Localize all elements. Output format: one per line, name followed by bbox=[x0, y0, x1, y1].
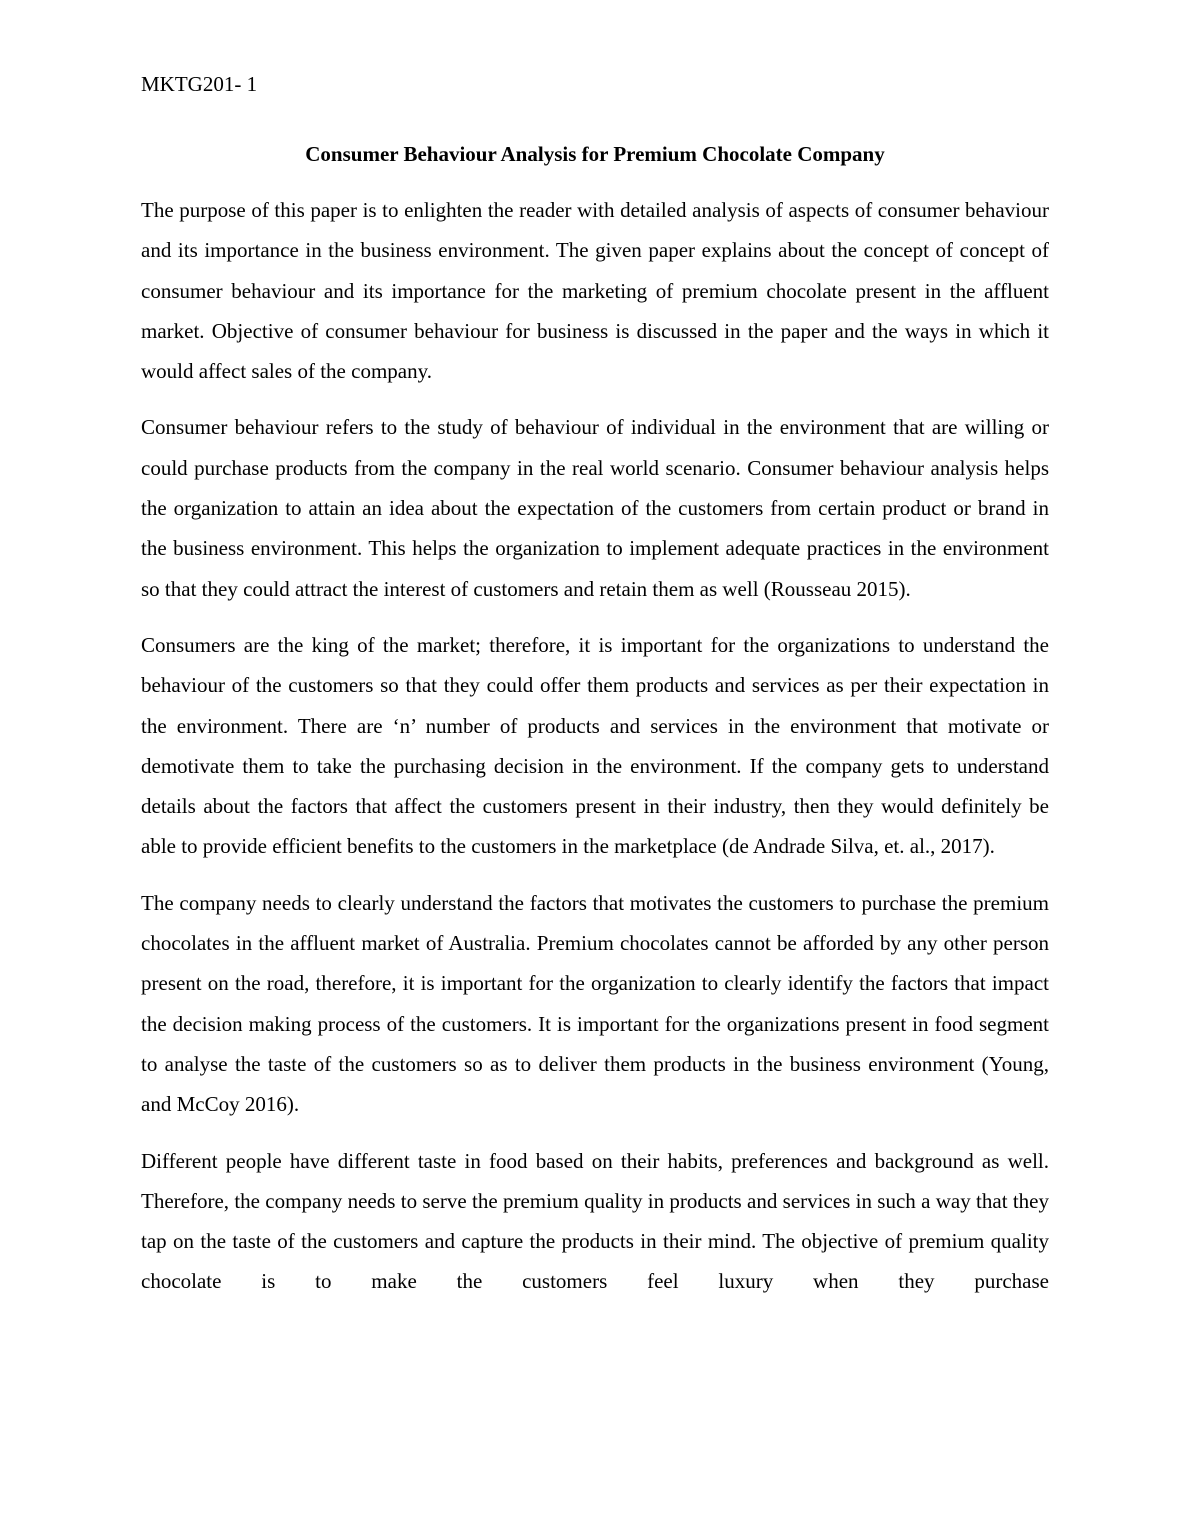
paragraph-consumers-king: Consumers are the king of the market; therefore, it is important for the organizations to understand the behaviour of the customers so that they could offer them products and services as per their expectation in the environment. There are ‘n’ number of products and services in the environment that motivate or demotivate them to take the purchasing decision in the environment. If the company gets to understand details about the factors that affect the customers present in their industry, then they would definitely be able to provide efficient benefits to the customers in the marketplace (de Andrade Silva, et. al., 2017). bbox=[141, 632, 1049, 859]
paragraph-taste-preferences: Different people have different taste in food based on their habits, preferences and background as well. Therefore, the company needs to serve the premium quality in products and services in such a way that they tap on the taste of the customers and capture the products in their mind. The objective of premium quality chocolate is to make the customers feel luxury when they purchase bbox=[141, 1148, 1049, 1294]
document-title: Consumer Behaviour Analysis for Premium Chocolate Company bbox=[305, 142, 885, 166]
body-text bbox=[141, 190, 1049, 1318]
paragraph-motivating-factors: The company needs to clearly understand the factors that motivates the customers to purchase the premium chocolates in the affluent market of Australia. Premium chocolates cannot be afforded by any other person present on the road, therefore, it is important for the organization to clearly identify the factors that impact the decision making process of the customers. It is important for the organizations present in food segment to analyse the taste of the customers so as to deliver them products in the business environment (Young, and McCoy 2016). bbox=[141, 890, 1049, 1117]
running-header: MKTG201- 1 bbox=[141, 72, 258, 96]
paragraph-consumer-behaviour-definition: Consumer behaviour refers to the study of behaviour of individual in the environment that are willing or could purchase products from the company in the real world scenario. Consumer behaviour analysis helps the organization to attain an idea about the expectation of the customers from certain product or brand in the business environment. This helps the organization to implement adequate practices in the environment so that they could attract the interest of customers and retain them as well (Rousseau 2015). bbox=[141, 415, 1049, 601]
paragraph-purpose: The purpose of this paper is to enlighten the reader with detailed analysis of aspects of consumer behaviour and its importance in the business environment. The given paper explains about the concept of concept of consumer behaviour and its importance for the marketing of premium chocolate present in the affluent market. Objective of consumer behaviour for business is discussed in the paper and the ways in which it would affect sales of the company. bbox=[141, 198, 1049, 384]
